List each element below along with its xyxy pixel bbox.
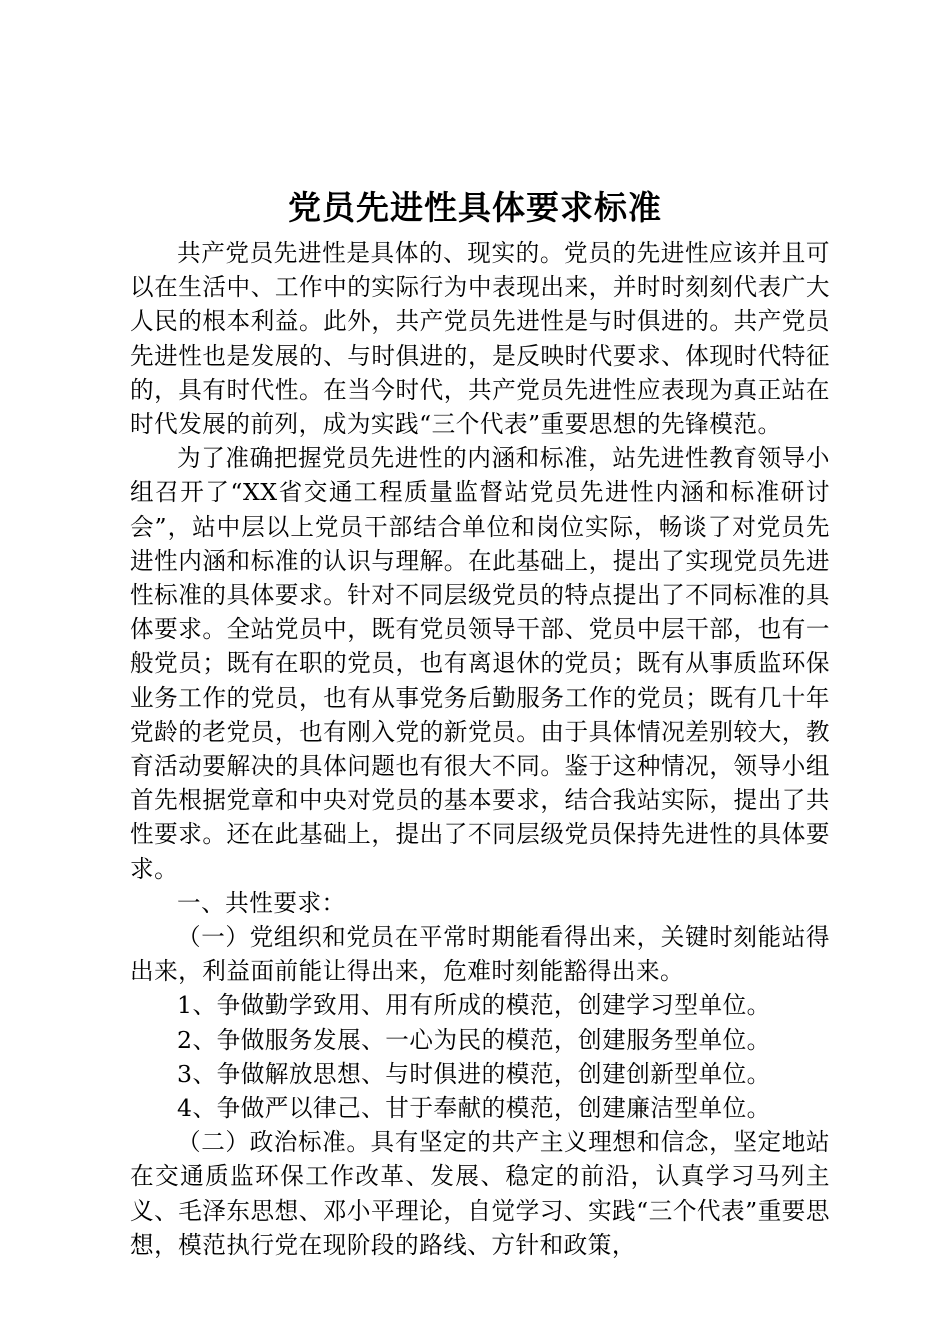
list-item-3: 3、争做解放思想、与时俱进的模范，创建创新型单位。 — [177, 1059, 771, 1088]
paragraph-intro: 共产党员先进性是具体的、现实的。党员的先进性应该并且可以在生活中、工作中的实际行为中表现出来，并时时刻刻代表广大人民的根本利益。此外，共产党员先进性是与时俱进的。共产党员先进性也是发展的、与时俱进的，是反映时代要求、体现时代特征的，具有时代性。在当今时代，共产党员先进性应表现为真正站在时代发展的前列，成为实践“三个代表”重要思想的先锋模范。 — [130, 239, 830, 439]
subsection-one: （一）党组织和党员在平常时期能看得出来，关键时刻能站得出来，利益面前能让得出来，危难时刻能豁得出来。 — [130, 923, 830, 986]
paragraph-background: 为了准确把握党员先进性的内涵和标准，站先进性教育领导小组召开了“XX省交通工程质量监督站党员先进性内涵和标准研讨会”，站中层以上党员干部结合单位和岗位实际，畅谈了对党员先进性内涵和标准的认识与理解。在此基础上，提出了实现党员先进性标准的具体要求。针对不同层级党员的特点提出了不同标准的具体要求。全站党员中，既有党员领导干部、党员中层干部，也有一般党员；既有在职的党员，也有离退休的党员；既有从事质监环保业务工作的党员，也有从事党务后勤服务工作的党员；既有几十年党龄的老党员，也有刚入党的新党员。由于具体情况差别较大，教育活动要解决的具体问题也有很大不同。鉴于这种情况，领导小组首先根据党章和中央对党员的基本要求，结合我站实际，提出了共性要求。还在此基础上，提出了不同层级党员保持先进性的具体要求。 — [130, 444, 830, 883]
document-title: 党员先进性具体要求标准 — [288, 188, 662, 227]
list-item-4: 4、争做严以律己、甘于奉献的模范，创建廉洁型单位。 — [177, 1094, 771, 1123]
subsection-political-standard: （二）政治标准。具有坚定的共产主义理想和信念，坚定地站在交通质监环保工作改革、发展、稳定的前沿，认真学习马列主义、毛泽东思想、邓小平理论，自觉学习、实践“三个代表”重要思想，模范执行党在现阶段的路线、方针和政策， — [130, 1128, 830, 1259]
section-heading-common-requirements: 一、共性要求： — [177, 888, 346, 917]
document-body — [130, 236, 830, 1262]
list-item-2: 2、争做服务发展、一心为民的模范，创建服务型单位。 — [177, 1025, 771, 1054]
list-item-1: 1、争做勤学致用、用有所成的模范，创建学习型单位。 — [177, 991, 771, 1020]
